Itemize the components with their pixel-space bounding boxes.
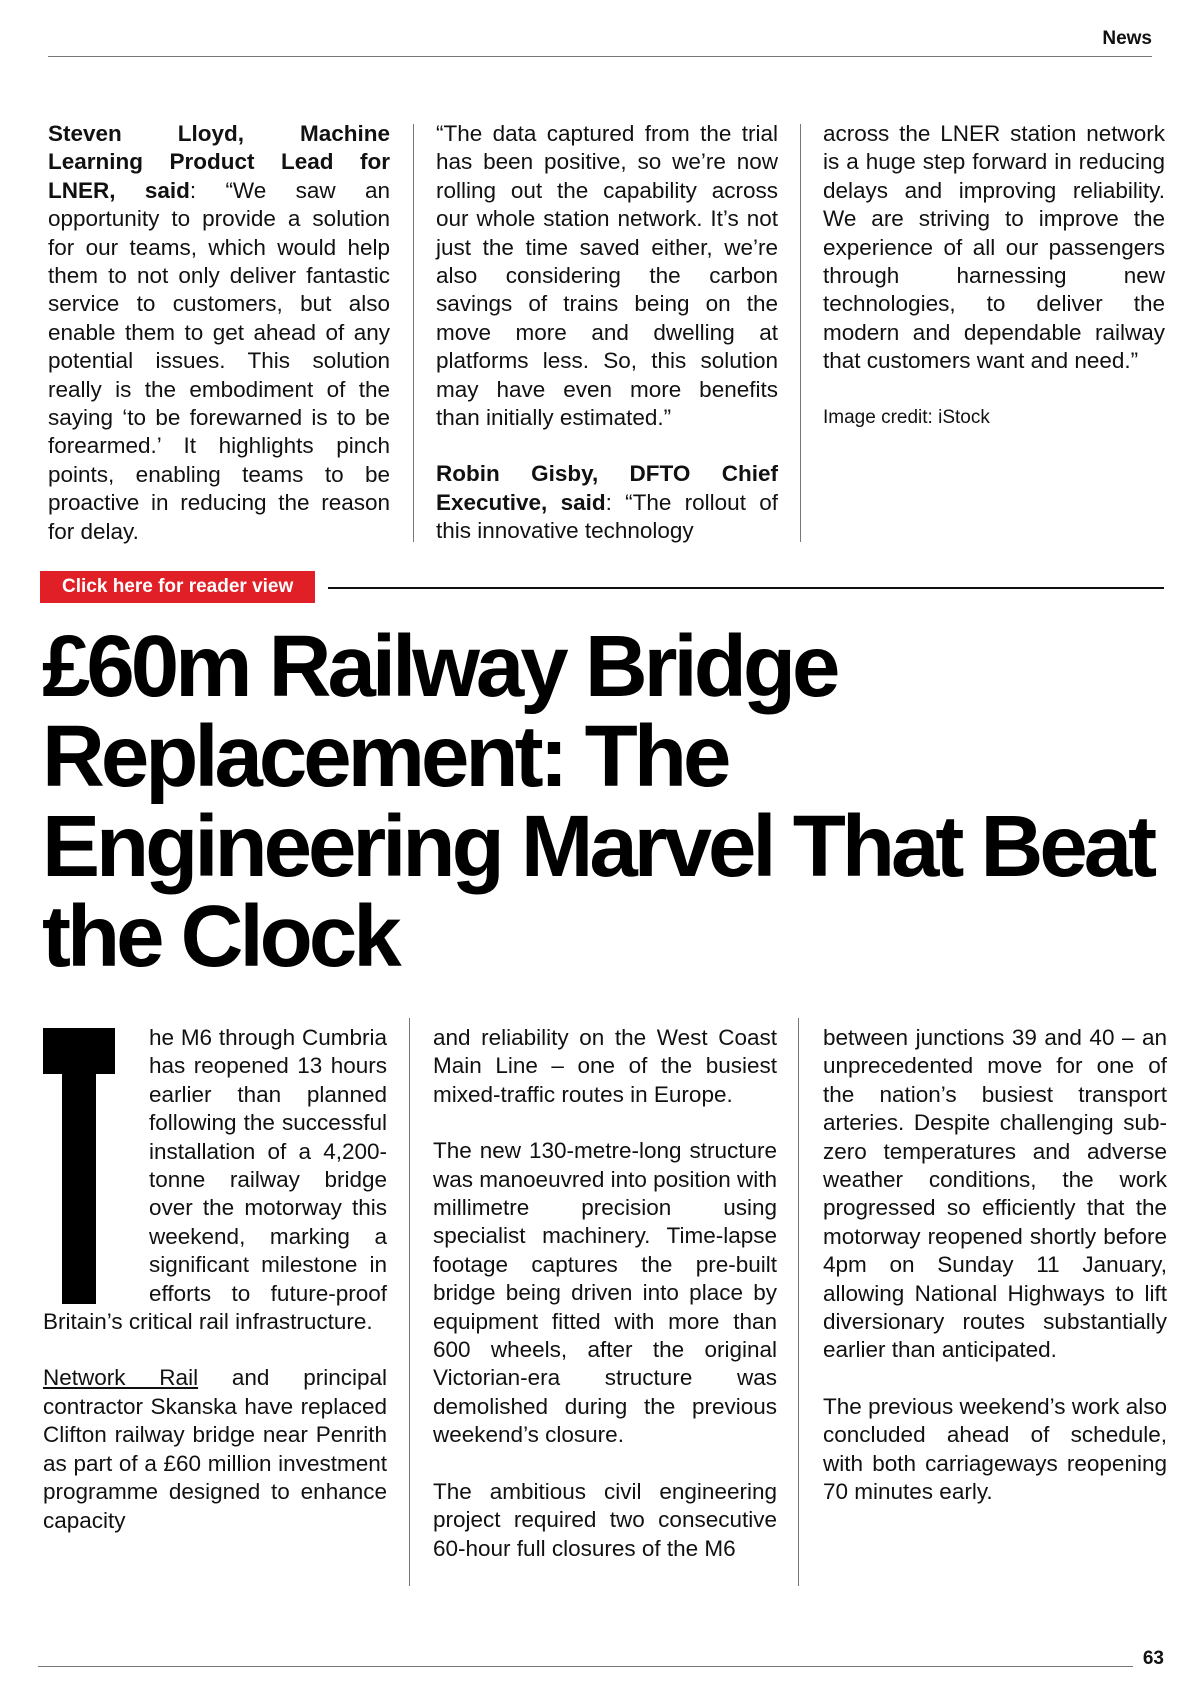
paragraph: between junctions 39 and 40 – an unprecedented move for one of the nation’s busiest transport arteries. Despite challenging sub-zero temperatures and adverse weather conditions, the work progressed so efficiently that the motorway reopened shortly before 4pm on Sunday 11 January, allowing National Highways to lift diversionary routes substantially earlier than anticipated. — [823, 1025, 1167, 1363]
paragraph: “The data captured from the trial has been positive, so we’re now rolling out the capability across our whole station network. It’s not just the time saved either, we’re also considering the carbon savings of trains being on the move more and dwelling at platforms less. So, this solution may have even more benefits than initially estimated.” — [436, 121, 778, 431]
column-divider — [413, 124, 414, 542]
page-number: 63 — [1142, 1648, 1164, 1669]
column-divider — [800, 124, 801, 542]
top-divider — [48, 56, 1152, 57]
section-label: News — [1102, 28, 1152, 49]
paragraph — [48, 120, 390, 546]
top-article-column-3 — [823, 120, 1165, 432]
article-column-2 — [433, 1024, 777, 1563]
paragraph: The previous weekend’s work also concluded ahead of schedule, with both carriageways reopening 70 minutes early. — [823, 1393, 1167, 1505]
article-column-3 — [823, 1024, 1167, 1507]
column-divider — [798, 1018, 799, 1586]
lead-text: he M6 through Cumbria has reopened 13 hours earlier than planned following the successful installation of a 4,200-tonne railway bridge over the motorway this weekend, marking a significant milestone in efforts to future-proof Britain’s critical rail infrastructure. — [43, 1025, 387, 1335]
column-divider — [409, 1018, 410, 1586]
image-credit: Image credit: iStock — [823, 406, 990, 428]
paragraph — [436, 460, 778, 545]
top-article-column-1 — [48, 120, 390, 546]
paragraph: The new 130-metre-long structure was manoeuvred into position with millimetre precision using specialist machinery. Time-lapse footage captures the pre-built bridge being driven into place by equipment fitted with more than 600 wheels, after the original Victorian-era structure was demolished during the previous weekend’s closure. — [433, 1138, 777, 1448]
lead-paragraph — [43, 1024, 387, 1336]
top-article-column-2 — [436, 120, 778, 546]
paragraph: Network Rail and principal contractor Skanska have replaced Clifton railway bridge near Penrith as part of a £60 million investment programme designed to enhance capacity — [43, 1365, 387, 1533]
reader-view-rule — [328, 587, 1164, 589]
quote-attribution: Robin Gisby, DFTO Chief Executive, said — [436, 461, 778, 515]
quote-text: : “The rollout of this innovative technology — [436, 489, 778, 544]
bottom-divider — [38, 1666, 1133, 1667]
quote-attribution: Steven Lloyd, Machine Learning Product Lead for LNER, said — [48, 121, 390, 203]
drop-cap — [43, 1028, 115, 1304]
network-rail-link[interactable]: Network Rail — [43, 1365, 199, 1391]
article-column-1 — [43, 1024, 387, 1535]
quote-text: : “We saw an opportunity to provide a solution for our teams, which would help them to not only deliver fantastic service to customers, but also enable them to get ahead of any potential issues. This solution really is the embodiment of the saying ‘to be forewarned is to be forearmed.’ It highlights pinch points, enabling teams to be proactive in reducing the reason for delay. — [48, 177, 390, 544]
paragraph: and reliability on the West Coast Main Line – one of the busiest mixed-traffic routes in Europe. — [433, 1025, 777, 1107]
reader-view-button[interactable]: Click here for reader view — [40, 571, 315, 603]
article-headline: £60m Railway Bridge Replacement: The Engineering Marvel That Beat the Clock — [42, 618, 1154, 985]
paragraph: across the LNER station network is a huge step forward in reducing delays and improving reliability. We are striving to improve the experience of all our passengers through harnessing new technologies, to deliver the modern and dependable railway that customers want and need.” — [823, 121, 1165, 374]
paragraph: The ambitious civil engineering project required two consecutive 60-hour full closures of the M6 — [433, 1478, 777, 1561]
